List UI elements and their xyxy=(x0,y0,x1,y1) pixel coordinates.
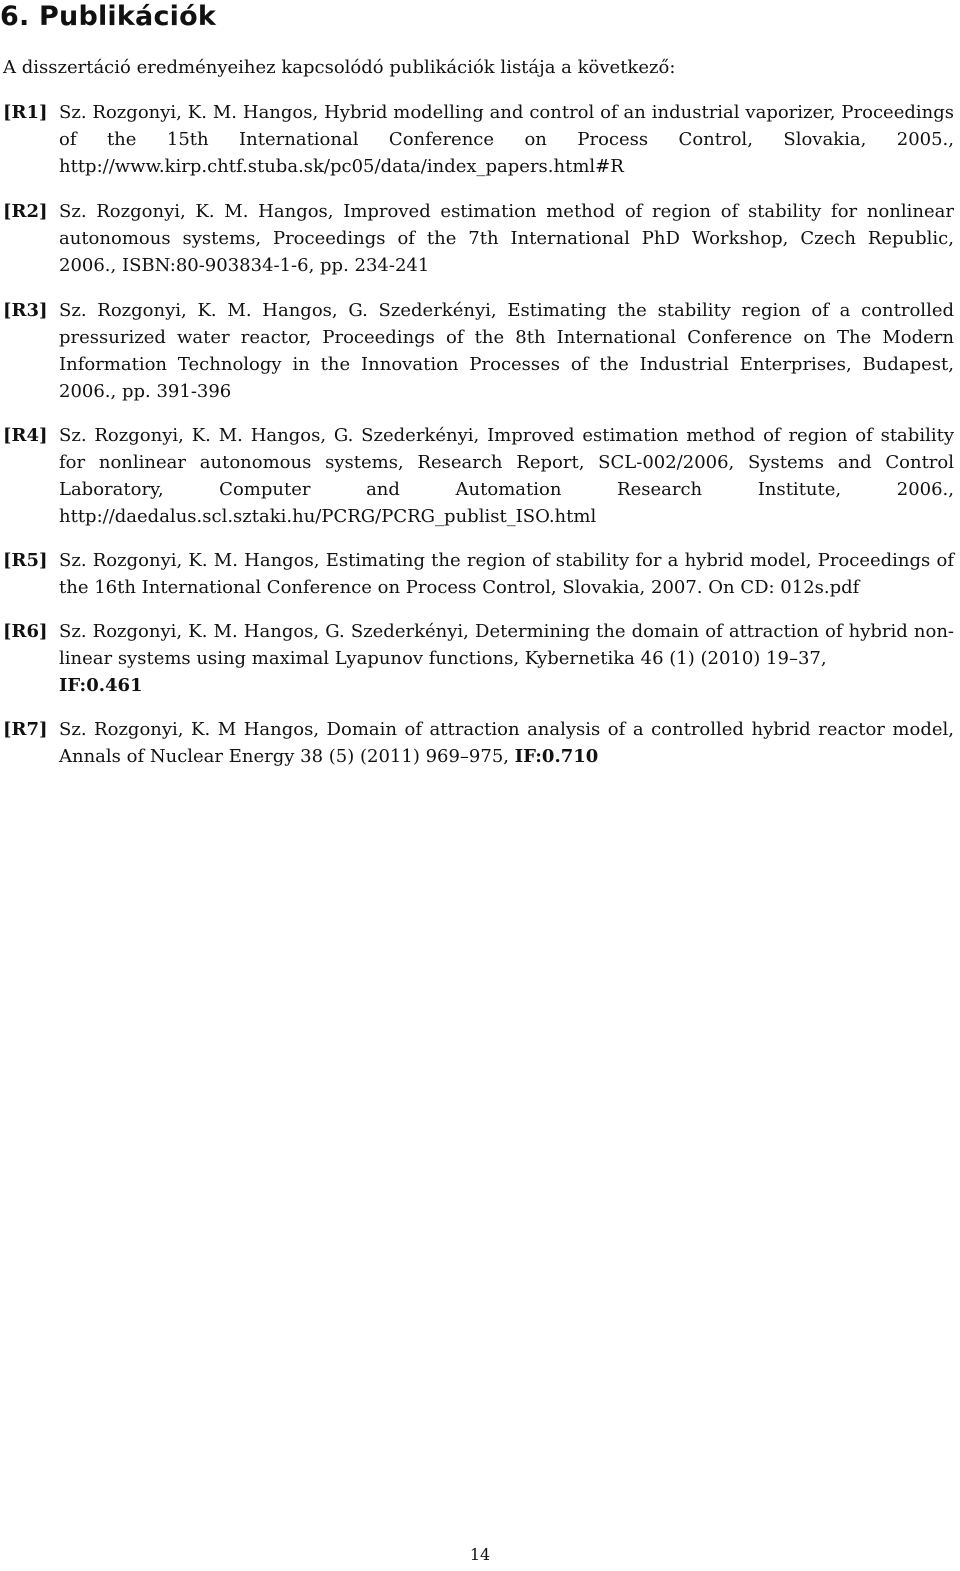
reference-text xyxy=(59,198,954,279)
reference-label: [R7] xyxy=(3,719,48,740)
reference-label: [R1] xyxy=(3,102,48,123)
reference-label: [R2] xyxy=(3,201,48,222)
reference-body: Sz. Rozgonyi, K. M. Hangos, Estimating the region of stability for a hybrid model, Proceedings of the 16th International Conference on Process Control, Slovakia, 2007. On CD: 012s.pdf xyxy=(59,550,954,598)
page-number: 14 xyxy=(469,1545,491,1564)
reference-list xyxy=(3,99,954,770)
reference-label: [R3] xyxy=(3,300,48,321)
reference-item xyxy=(3,618,954,699)
impact-factor: IF:0.461 xyxy=(59,675,143,696)
reference-label: [R4] xyxy=(3,425,48,446)
reference-text xyxy=(59,716,954,770)
reference-item xyxy=(3,716,954,770)
reference-label: [R6] xyxy=(3,621,48,642)
impact-factor: IF:0.710 xyxy=(514,746,599,767)
reference-item xyxy=(3,198,954,279)
reference-body: Sz. Rozgonyi, K. M. Hangos, G. Szederkényi, Improved estimation method of region of stability for nonlinear autonomous systems, Research Report, SCL-002/2006, Systems and Control Laboratory, Computer and Automation Research Institute, 2006., http://daedalus.scl.sztaki.hu/PCRG/PCRG_publist_ISO.html xyxy=(59,425,954,527)
reference-body: Sz. Rozgonyi, K. M. Hangos, G. Szederkényi, Estimating the stability region of a controlled pressurized water reactor, Proceedings of the 8th International Conference on The Modern Information Technology in the Innovation Processes of the Industrial Enterprises, Budapest, 2006., pp. 391-396 xyxy=(59,300,954,402)
section-heading: 6. Publikációk xyxy=(0,1,217,32)
reference-item xyxy=(3,297,954,405)
reference-text xyxy=(59,618,954,699)
reference-item xyxy=(3,99,954,180)
reference-body: Sz. Rozgonyi, K. M. Hangos, Hybrid modelling and control of an industrial vaporizer, Proceedings of the 15th International Conference on Process Control, Slovakia, 2005., http://www.kirp.chtf.stuba.sk/pc05/data/index_papers.html#R xyxy=(59,102,954,177)
reference-item xyxy=(3,547,954,601)
reference-text xyxy=(59,547,954,601)
reference-text xyxy=(59,99,954,180)
intro-text: A disszertáció eredményeihez kapcsolódó publikációk listája a következő: xyxy=(3,57,676,78)
reference-label: [R5] xyxy=(3,550,48,571)
reference-text xyxy=(59,297,954,405)
reference-body: Sz. Rozgonyi, K. M. Hangos, Improved estimation method of region of stability for nonlinear autonomous systems, Proceedings of the 7th International PhD Workshop, Czech Republic, 2006., ISBN:80-903834-1-6, pp. 234-241 xyxy=(59,201,954,276)
reference-item xyxy=(3,422,954,530)
reference-text xyxy=(59,422,954,530)
reference-body: Sz. Rozgonyi, K. M. Hangos, G. Szederkényi, Determining the domain of attraction of hybrid non-linear systems using maximal Lyapunov functions, Kybernetika 46 (1) (2010) 19–37, xyxy=(59,621,954,669)
reference-body: Sz. Rozgonyi, K. M Hangos, Domain of attraction analysis of a controlled hybrid reactor model, Annals of Nuclear Energy 38 (5) (2011) 969–975, xyxy=(59,719,954,767)
